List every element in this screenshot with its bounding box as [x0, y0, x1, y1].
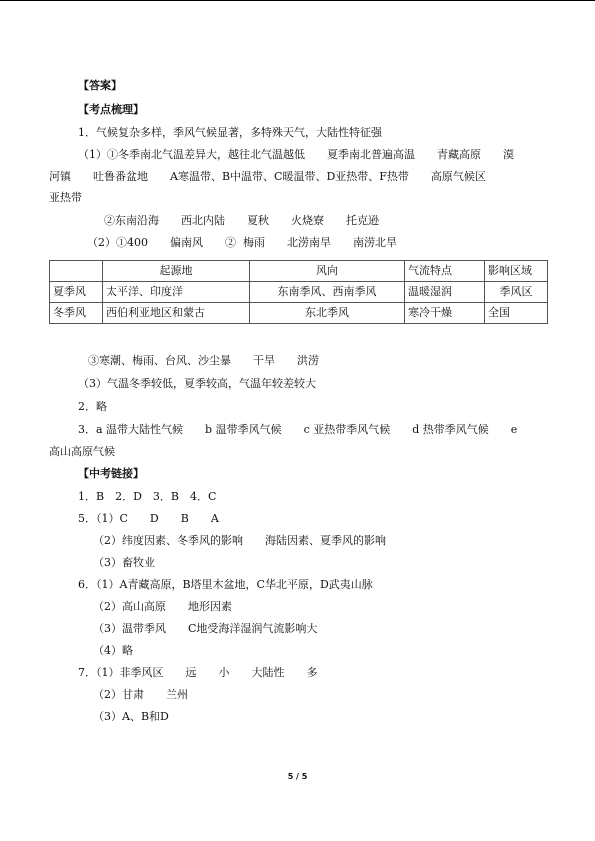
header-rule [0, 0, 595, 1]
text-line: （2）纬度因素、冬季风的影响 海陆因素、夏季风的影响 [93, 534, 386, 547]
page-number: 5 / 5 [287, 772, 308, 781]
table-header-cell [50, 261, 103, 282]
table-cell: 太平洋、印度洋 [103, 282, 250, 303]
text-line: （4）略 [93, 644, 133, 657]
text-line: 1．气候复杂多样，季风气候显著，多特殊天气，大陆性特征强 [78, 126, 382, 139]
table-cell: 温暖湿润 [405, 282, 485, 303]
table-cell: 东南季风、西南季风 [250, 282, 405, 303]
text-line: 6．（1）A青藏高原，B塔里木盆地，C华北平原，D武夷山脉 [78, 578, 373, 591]
text-line: （2）①400 偏南风 ② 梅雨 北涝南旱 南涝北旱 [87, 236, 397, 249]
table-cell: 季风区 [485, 282, 548, 303]
table-row [50, 282, 548, 303]
table-row [50, 303, 548, 324]
table-cell: 冬季风 [50, 303, 103, 324]
text-line: （1）①冬季南北气温差异大，越往北气温越低 夏季南北普遍高温 青藏高原 漠 [78, 148, 514, 161]
table-header-row [50, 261, 548, 282]
monsoon-table [49, 260, 548, 324]
text-line: 2．略 [78, 400, 107, 413]
table-cell: 夏季风 [50, 282, 103, 303]
text-line: 高山高原气候 [49, 445, 115, 458]
text-line: ③寒潮、梅雨、台风、沙尘暴 干旱 洪涝 [88, 354, 319, 367]
text-line: （2）高山高原 地形因素 [93, 600, 232, 613]
text-line: （2）甘肃 兰州 [93, 688, 188, 701]
text-line: 3．a 温带大陆性气候 b 温带季风气候 c 亚热带季风气候 d 热带季风气候 e [78, 423, 518, 436]
text-line: （3）畜牧业 [93, 556, 155, 569]
section-heading-review: 【考点梳理】 [78, 103, 144, 116]
text-line: 1．B 2．D 3．B 4．C [78, 490, 217, 503]
table-cell: 西伯利亚地区和蒙古 [103, 303, 250, 324]
text-line: （3）温带季风 C地受海洋湿润气流影响大 [93, 622, 318, 635]
table-header-cell: 影响区域 [485, 261, 548, 282]
table-header-cell: 风向 [250, 261, 405, 282]
table-header-cell: 气流特点 [405, 261, 485, 282]
section-heading-exam-links: 【中考链接】 [78, 467, 144, 480]
table-cell: 寒冷干燥 [405, 303, 485, 324]
answer-heading: 【答案】 [78, 79, 122, 92]
text-line: 5．（1）C D B A [78, 512, 219, 525]
text-line: （3）A、B和D [93, 710, 169, 723]
text-line: ②东南沿海 西北内陆 夏秋 火烧寮 托克逊 [104, 214, 379, 227]
text-line: 河镇 吐鲁番盆地 A寒温带、B中温带、C暖温带、D亚热带、F热带 高原气候区 [49, 170, 486, 183]
text-line: 亚热带 [49, 191, 82, 204]
text-line: （3）气温冬季较低，夏季较高，气温年较差较大 [78, 377, 316, 390]
text-line: 7．（1）非季风区 远 小 大陆性 多 [78, 666, 318, 679]
table-header-cell: 起源地 [103, 261, 250, 282]
table-cell: 全国 [485, 303, 548, 324]
table-cell: 东北季风 [250, 303, 405, 324]
